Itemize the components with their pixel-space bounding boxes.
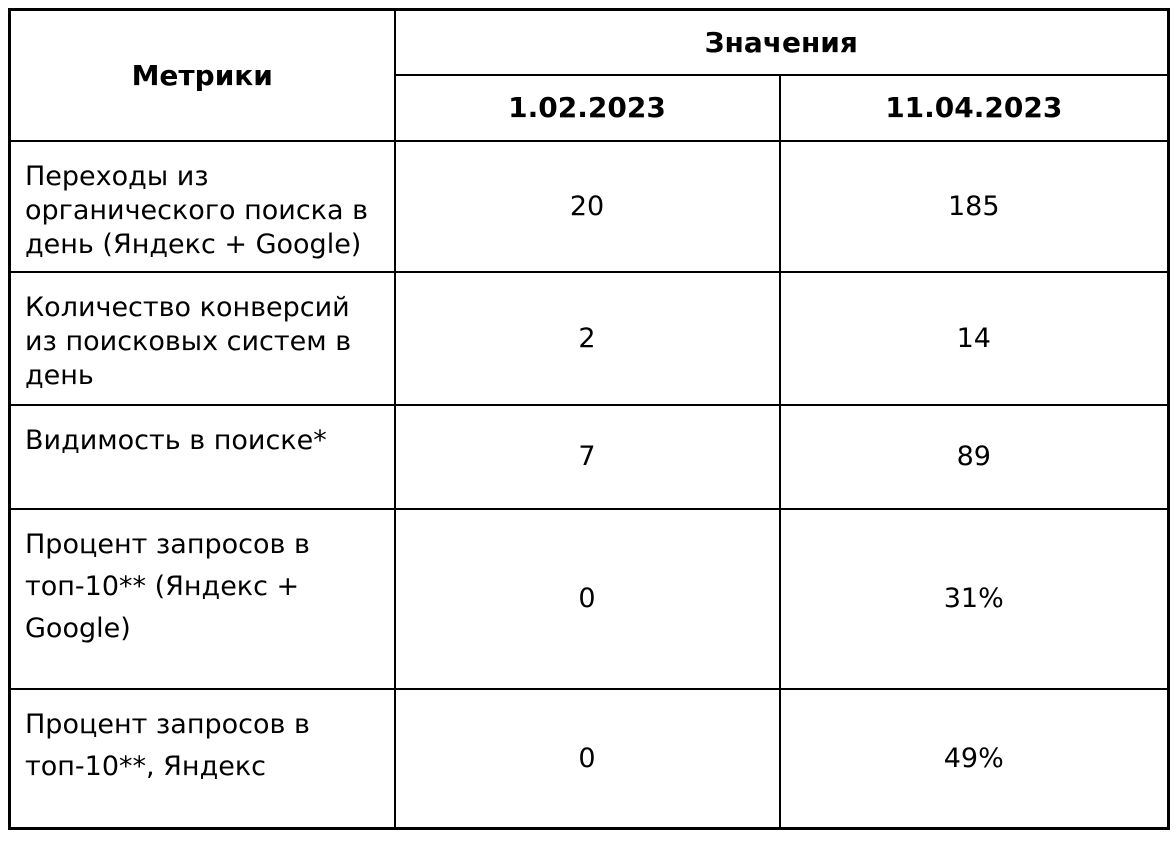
metric-label: Количество конверсий из поисковых систем в день [10,272,395,405]
table-row [10,272,1169,405]
table-row [10,141,1169,272]
metric-value-date2: 49% [780,689,1169,829]
metric-value-date2: 31% [780,509,1169,689]
metric-value-date1: 2 [395,272,780,405]
metric-value-date2: 14 [780,272,1169,405]
table-row [10,405,1169,509]
metric-value-date1: 7 [395,405,780,509]
metric-value-date2: 89 [780,405,1169,509]
header-row-top [10,10,1169,75]
metric-value-date1: 0 [395,689,780,829]
metric-value-date1: 0 [395,509,780,689]
metric-label: Видимость в поиске* [10,405,395,509]
metric-value-date2: 185 [780,141,1169,272]
metric-label: Процент запросов в топ-10**, Яндекс [10,689,395,829]
header-date-2: 11.04.2023 [780,75,1169,141]
table-row [10,509,1169,689]
metric-label: Переходы из органического поиска в день (Яндекс + Google) [10,141,395,272]
header-date-1: 1.02.2023 [395,75,780,141]
table-row [10,689,1169,829]
metrics-table [8,8,1170,830]
header-metrics: Метрики [10,10,395,141]
metric-value-date1: 20 [395,141,780,272]
header-values: Значения [395,10,1169,75]
metric-label: Процент запросов в топ-10** (Яндекс + Google) [10,509,395,689]
